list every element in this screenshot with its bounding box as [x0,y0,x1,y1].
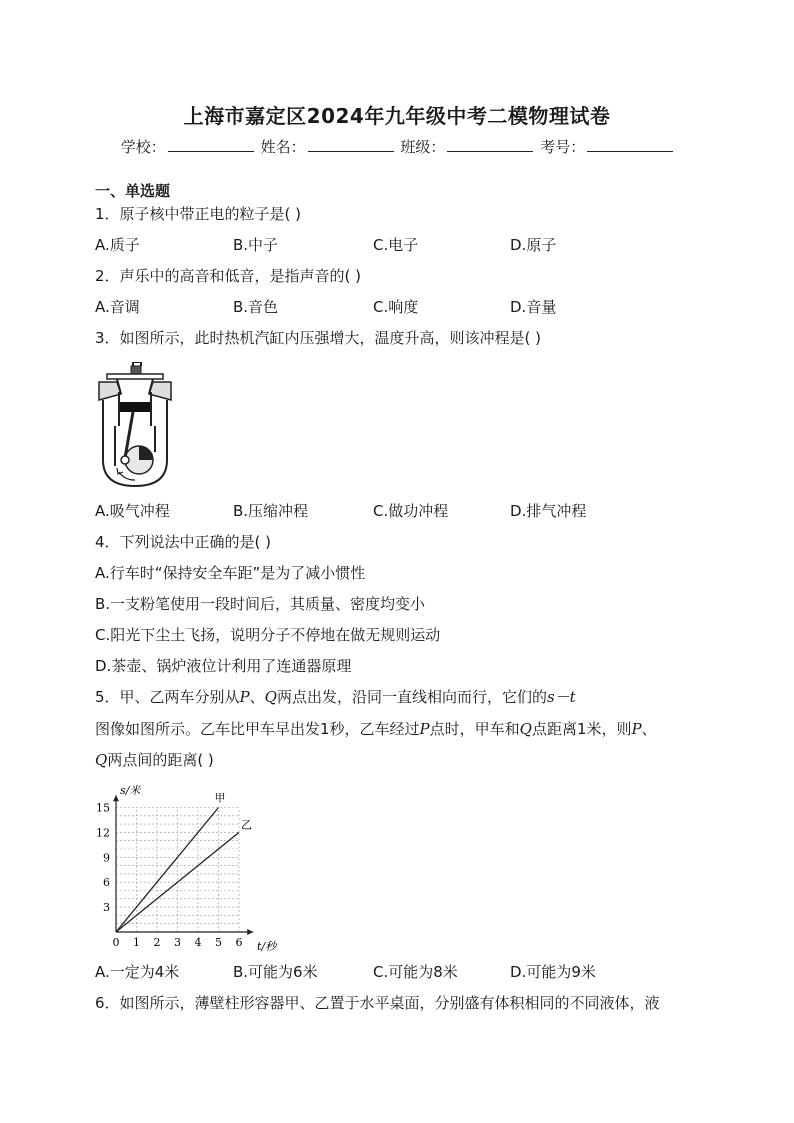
q2-options [95,297,715,317]
q5-text-3b: 两点间的距离( ) [107,751,214,769]
q1-option-c[interactable]: C.电子 [373,236,419,254]
q4-option-a[interactable]: A.行车时“保持安全车距”是为了减小惯性 [95,564,366,582]
y-tick-label: 9 [103,851,110,865]
student-info-row [0,136,794,157]
q1-option-a[interactable]: A.质子 [95,236,140,254]
q5-var-q-2: Q [519,720,532,738]
x-tick-label: 3 [174,936,181,949]
q5-var-p: P [239,688,250,706]
q3-option-b[interactable]: B.压缩冲程 [233,502,309,520]
q1-stem: 1．原子核中带正电的粒子是( ) [95,205,302,223]
y-tick-label: 3 [103,901,110,915]
engine-cylinder-figure [95,362,175,490]
name-field [261,136,394,157]
q3-stem: 3．如图所示，此时热机汽缸内压强增大，温度升高，则该冲程是( ) [95,329,542,347]
q2-option-c[interactable]: C.响度 [373,298,419,316]
q5-option-d[interactable]: D.可能为9米 [510,963,596,981]
series-label-1: 甲 [214,791,226,805]
q5-stem-line-2 [95,719,657,739]
q5-options [95,962,715,982]
y-axis-label: s/米 [120,784,141,797]
class-blank[interactable] [447,137,533,152]
q5-text-2c: 点距离1米，则 [531,720,632,738]
q1-options [95,235,715,255]
q5-text-1b: 两点出发，沿同一直线相向而行，它们的 [276,688,547,706]
exam-no-label: 考号： [540,138,586,156]
x-tick-label: 5 [215,936,222,949]
q5-var-p-3: P [631,720,642,738]
q2-stem: 2．声乐中的高音和低音，是指声音的( ) [95,267,362,285]
exam-no-field [540,136,673,157]
exam-no-blank[interactable] [587,137,673,152]
q5-st: s－t [546,688,576,706]
section-heading: 一、单选题 [95,182,171,200]
q5-stem-line-1 [95,687,576,707]
q4-stem: 4．下列说法中正确的是( ) [95,533,272,551]
q5-text-2b: 点时，甲车和 [429,720,520,738]
x-axis-label: t/秒 [257,940,277,953]
x-tick-label: 6 [235,936,243,949]
q1-option-b[interactable]: B.中子 [233,236,279,254]
q5-sep-2: 、 [641,720,657,738]
name-label: 姓名： [260,138,306,156]
y-tick-label: 6 [103,876,110,890]
q5-stem-line-3 [95,750,214,770]
q4-option-b[interactable]: B.一支粉笔使用一段时间后，其质量、密度均变小 [95,595,426,613]
q5-option-b[interactable]: B.可能为6米 [233,963,318,981]
q3-option-a[interactable]: A.吸气冲程 [95,502,170,520]
x-tick-label: 2 [153,936,161,949]
q5-var-p-2: P [419,720,430,738]
series-label-2: 乙 [241,818,252,832]
x-axis-arrow [247,929,253,935]
q5-text-1a: 5．甲、乙两车分别从 [95,688,240,706]
y-axis-arrow [113,795,119,801]
q5-var-q: Q [264,688,277,706]
q4-option-d[interactable]: D.茶壶、锅炉液位计利用了连通器原理 [95,657,352,675]
y-tick-label: 15 [96,801,110,815]
q5-sep: 、 [249,688,265,706]
q5-text-2a: 图像如图所示。乙车比甲车早出发1秒，乙车经过 [95,720,420,738]
q2-option-d[interactable]: D.音量 [510,298,557,316]
school-label: 学校： [120,138,166,156]
q3-options [95,501,715,521]
page-title: 上海市嘉定区2024年九年级中考二模物理试卷 [183,104,611,128]
x-tick-label: 0 [112,936,120,949]
q5-option-a[interactable]: A.一定为4米 [95,963,180,981]
q6-stem: 6．如图所示，薄壁柱形容器甲、乙置于水平桌面，分别盛有体积相同的不同液体，液 [95,994,660,1012]
class-label: 班级： [400,138,446,156]
q5-var-q-3: Q [95,751,108,769]
q1-option-d[interactable]: D.原子 [510,236,557,254]
x-tick-label: 1 [133,936,140,949]
y-tick-label: 12 [96,826,110,840]
q4-option-c[interactable]: C.阳光下尘土飞扬，说明分子不停地在做无规则运动 [95,626,441,644]
st-graph-figure [92,782,292,954]
series-line-1 [116,808,219,933]
name-blank[interactable] [308,137,394,152]
x-tick-label: 4 [194,936,202,949]
q2-option-b[interactable]: B.音色 [233,298,279,316]
q2-option-a[interactable]: A.音调 [95,298,140,316]
q5-option-c[interactable]: C.可能为8米 [373,963,458,981]
school-field [121,136,254,157]
q3-option-d[interactable]: D.排气冲程 [510,502,587,520]
school-blank[interactable] [168,137,254,152]
q3-option-c[interactable]: C.做功冲程 [373,502,449,520]
class-field [400,136,533,157]
